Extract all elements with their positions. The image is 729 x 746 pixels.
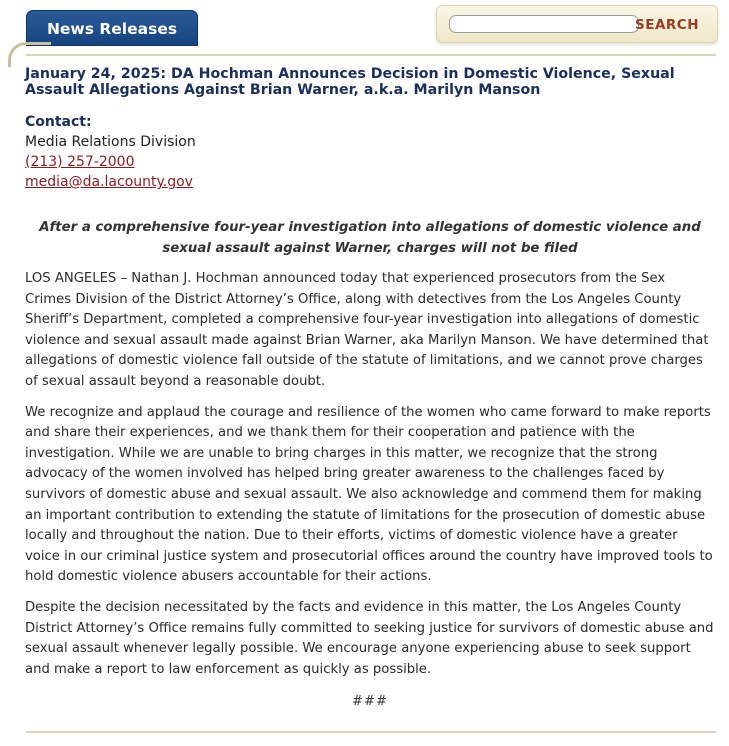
article-title: January 24, 2025: DA Hochman Announces Decision in Domestic Violence, Sexual Assault Allegations Against Brian Warner, a.k.a. Marilyn Manson [25,66,675,98]
end-mark: ### [352,694,388,710]
top-divider [26,54,716,56]
search-button[interactable]: SEARCH [635,17,699,33]
contact-heading: Contact: [25,114,92,130]
news-releases-tab-label: News Releases [46,20,178,38]
article [25,66,715,709]
article-paragraph-3: Despite the decision necessitated by the facts and evidence in this matter, the Los Angeles County District Attorney’s Office remains fully committed to seeking justice for survivors of domestic abuse and sexual assault whenever legally possible. We encourage anyone experiencing abuse to seek support and make a report to law enforcement as quickly as possible. [25,599,714,677]
article-subheading: After a comprehensive four-year investigation into allegations of domestic violence and sexual assault against Warner, charges will not be filed [39,220,701,256]
article-paragraph-2: We recognize and applaud the courage and resilience of the women who came forward to make reports and share their experiences, and we thank them for their cooperation and patience with the investigation. While we are unable to bring charges in this matter, we recognize that the strong advocacy of the women involved has helped bring greater awareness to the challenges faced by survivors of domestic abuse and sexual assault. We also acknowledge and commend them for making an important contribution to extending the statute of limitations for the prosecution of domestic abuse locally and throughout the nation. Due to their efforts, victims of domestic violence have a greater voice in our criminal justice system and prosecutorial offices around the country have improved tools to hold domestic violence abusers accountable for their actions. [25,404,713,585]
search-input[interactable] [449,15,639,33]
top-bar [0,0,729,60]
article-paragraph-1: LOS ANGELES – Nathan J. Hochman announced today that experienced prosecutors from the Sex Crimes Division of the District Attorney’s Office, along with detectives from the Los Angeles County Sheriff’s Department, completed a comprehensive four-year investigation into allegations of domestic violence and sexual assault made against Brian Warner, aka Marilyn Manson. We have determined that allegations of domestic violence fall outside of the statute of limitations, and we cannot prove charges of sexual assault beyond a reasonable doubt. [25,271,709,389]
contact-division: Media Relations Division [25,134,196,150]
search-area [436,5,718,43]
contact-phone-link[interactable]: (213) 257-2000 [25,154,135,170]
contact-email-link[interactable]: media@da.lacounty.gov [25,174,193,190]
bottom-divider [26,731,716,733]
news-releases-tab[interactable] [26,10,198,46]
